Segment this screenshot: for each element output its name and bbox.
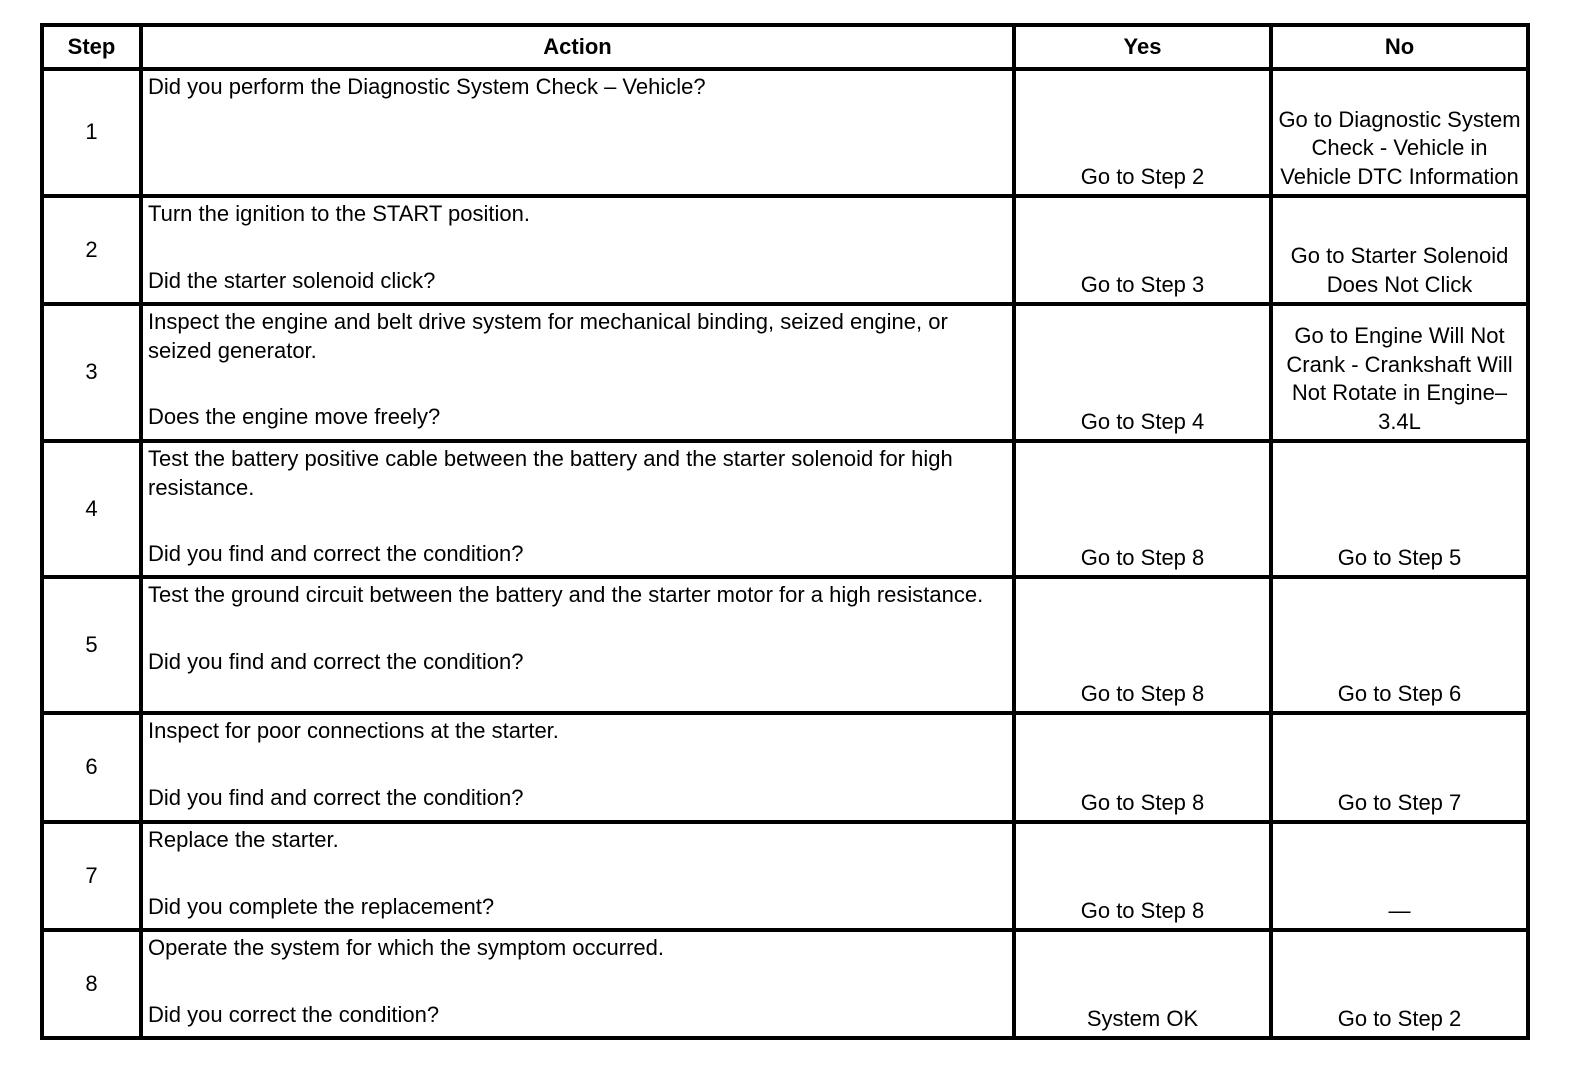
yes-outcome: Go to Step 4 bbox=[1014, 304, 1271, 441]
action-cell bbox=[141, 69, 1014, 196]
table-row bbox=[42, 304, 1528, 441]
table-row bbox=[42, 930, 1528, 1038]
yes-outcome: Go to Step 2 bbox=[1014, 69, 1271, 196]
action-cell bbox=[141, 577, 1014, 713]
action-question: Did the starter solenoid click? bbox=[148, 267, 436, 293]
table-row bbox=[42, 577, 1528, 713]
action-question: Did you find and correct the condition? bbox=[148, 541, 524, 566]
action-instruction: Inspect for poor connections at the starter. bbox=[148, 718, 559, 743]
header-action: Action bbox=[141, 25, 1014, 69]
action-instruction: Did you perform the Diagnostic System Check – Vehicle? bbox=[148, 74, 706, 99]
no-outcome: Go to Engine Will Not Crank - Crankshaft Will Not Rotate in Engine–3.4L bbox=[1271, 304, 1528, 441]
yes-outcome: Go to Step 8 bbox=[1014, 441, 1271, 577]
step-number: 3 bbox=[42, 304, 141, 441]
step-number: 6 bbox=[42, 713, 141, 822]
action-question: Did you complete the replacement? bbox=[148, 893, 495, 919]
table-row bbox=[42, 69, 1528, 196]
no-outcome: Go to Diagnostic System Check - Vehicle in Vehicle DTC Information bbox=[1271, 69, 1528, 196]
no-outcome: Go to Step 2 bbox=[1271, 930, 1528, 1038]
action-instruction: Inspect the engine and belt drive system for mechanical binding, seized engine, or seized generator. bbox=[148, 309, 948, 363]
action-question: Did you find and correct the condition? bbox=[148, 784, 524, 810]
header-step: Step bbox=[42, 25, 141, 69]
yes-outcome: Go to Step 8 bbox=[1014, 713, 1271, 822]
no-outcome: — bbox=[1271, 822, 1528, 930]
table-row bbox=[42, 441, 1528, 577]
no-outcome: Go to Step 7 bbox=[1271, 713, 1528, 822]
header-no: No bbox=[1271, 25, 1528, 69]
action-cell bbox=[141, 441, 1014, 577]
step-number: 4 bbox=[42, 441, 141, 577]
yes-outcome: Go to Step 8 bbox=[1014, 822, 1271, 930]
action-question: Did you find and correct the condition? bbox=[148, 648, 524, 674]
table-row bbox=[42, 196, 1528, 304]
step-number: 1 bbox=[42, 69, 141, 196]
action-question: Does the engine move freely? bbox=[148, 404, 441, 429]
action-instruction: Test the battery positive cable between the battery and the starter solenoid for high resistance. bbox=[148, 446, 953, 500]
no-outcome: Go to Starter Solenoid Does Not Click bbox=[1271, 196, 1528, 304]
step-number: 7 bbox=[42, 822, 141, 930]
yes-outcome: Go to Step 3 bbox=[1014, 196, 1271, 304]
yes-outcome: Go to Step 8 bbox=[1014, 577, 1271, 713]
action-cell bbox=[141, 196, 1014, 304]
no-outcome: Go to Step 5 bbox=[1271, 441, 1528, 577]
action-cell bbox=[141, 822, 1014, 930]
yes-outcome: System OK bbox=[1014, 930, 1271, 1038]
no-outcome: Go to Step 6 bbox=[1271, 577, 1528, 713]
action-cell bbox=[141, 713, 1014, 822]
action-cell bbox=[141, 930, 1014, 1038]
table-row bbox=[42, 713, 1528, 822]
step-number: 8 bbox=[42, 930, 141, 1038]
table-row bbox=[42, 822, 1528, 930]
action-instruction: Test the ground circuit between the battery and the starter motor for a high resistance. bbox=[148, 582, 984, 607]
table-header-row bbox=[42, 25, 1528, 69]
header-yes: Yes bbox=[1014, 25, 1271, 69]
action-instruction: Replace the starter. bbox=[148, 827, 339, 852]
action-cell bbox=[141, 304, 1014, 441]
action-instruction: Operate the system for which the symptom occurred. bbox=[148, 935, 664, 960]
step-number: 2 bbox=[42, 196, 141, 304]
step-number: 5 bbox=[42, 577, 141, 713]
action-instruction: Turn the ignition to the START position. bbox=[148, 201, 530, 226]
diagnostic-table bbox=[40, 23, 1530, 1040]
action-question: Did you correct the condition? bbox=[148, 1001, 440, 1027]
